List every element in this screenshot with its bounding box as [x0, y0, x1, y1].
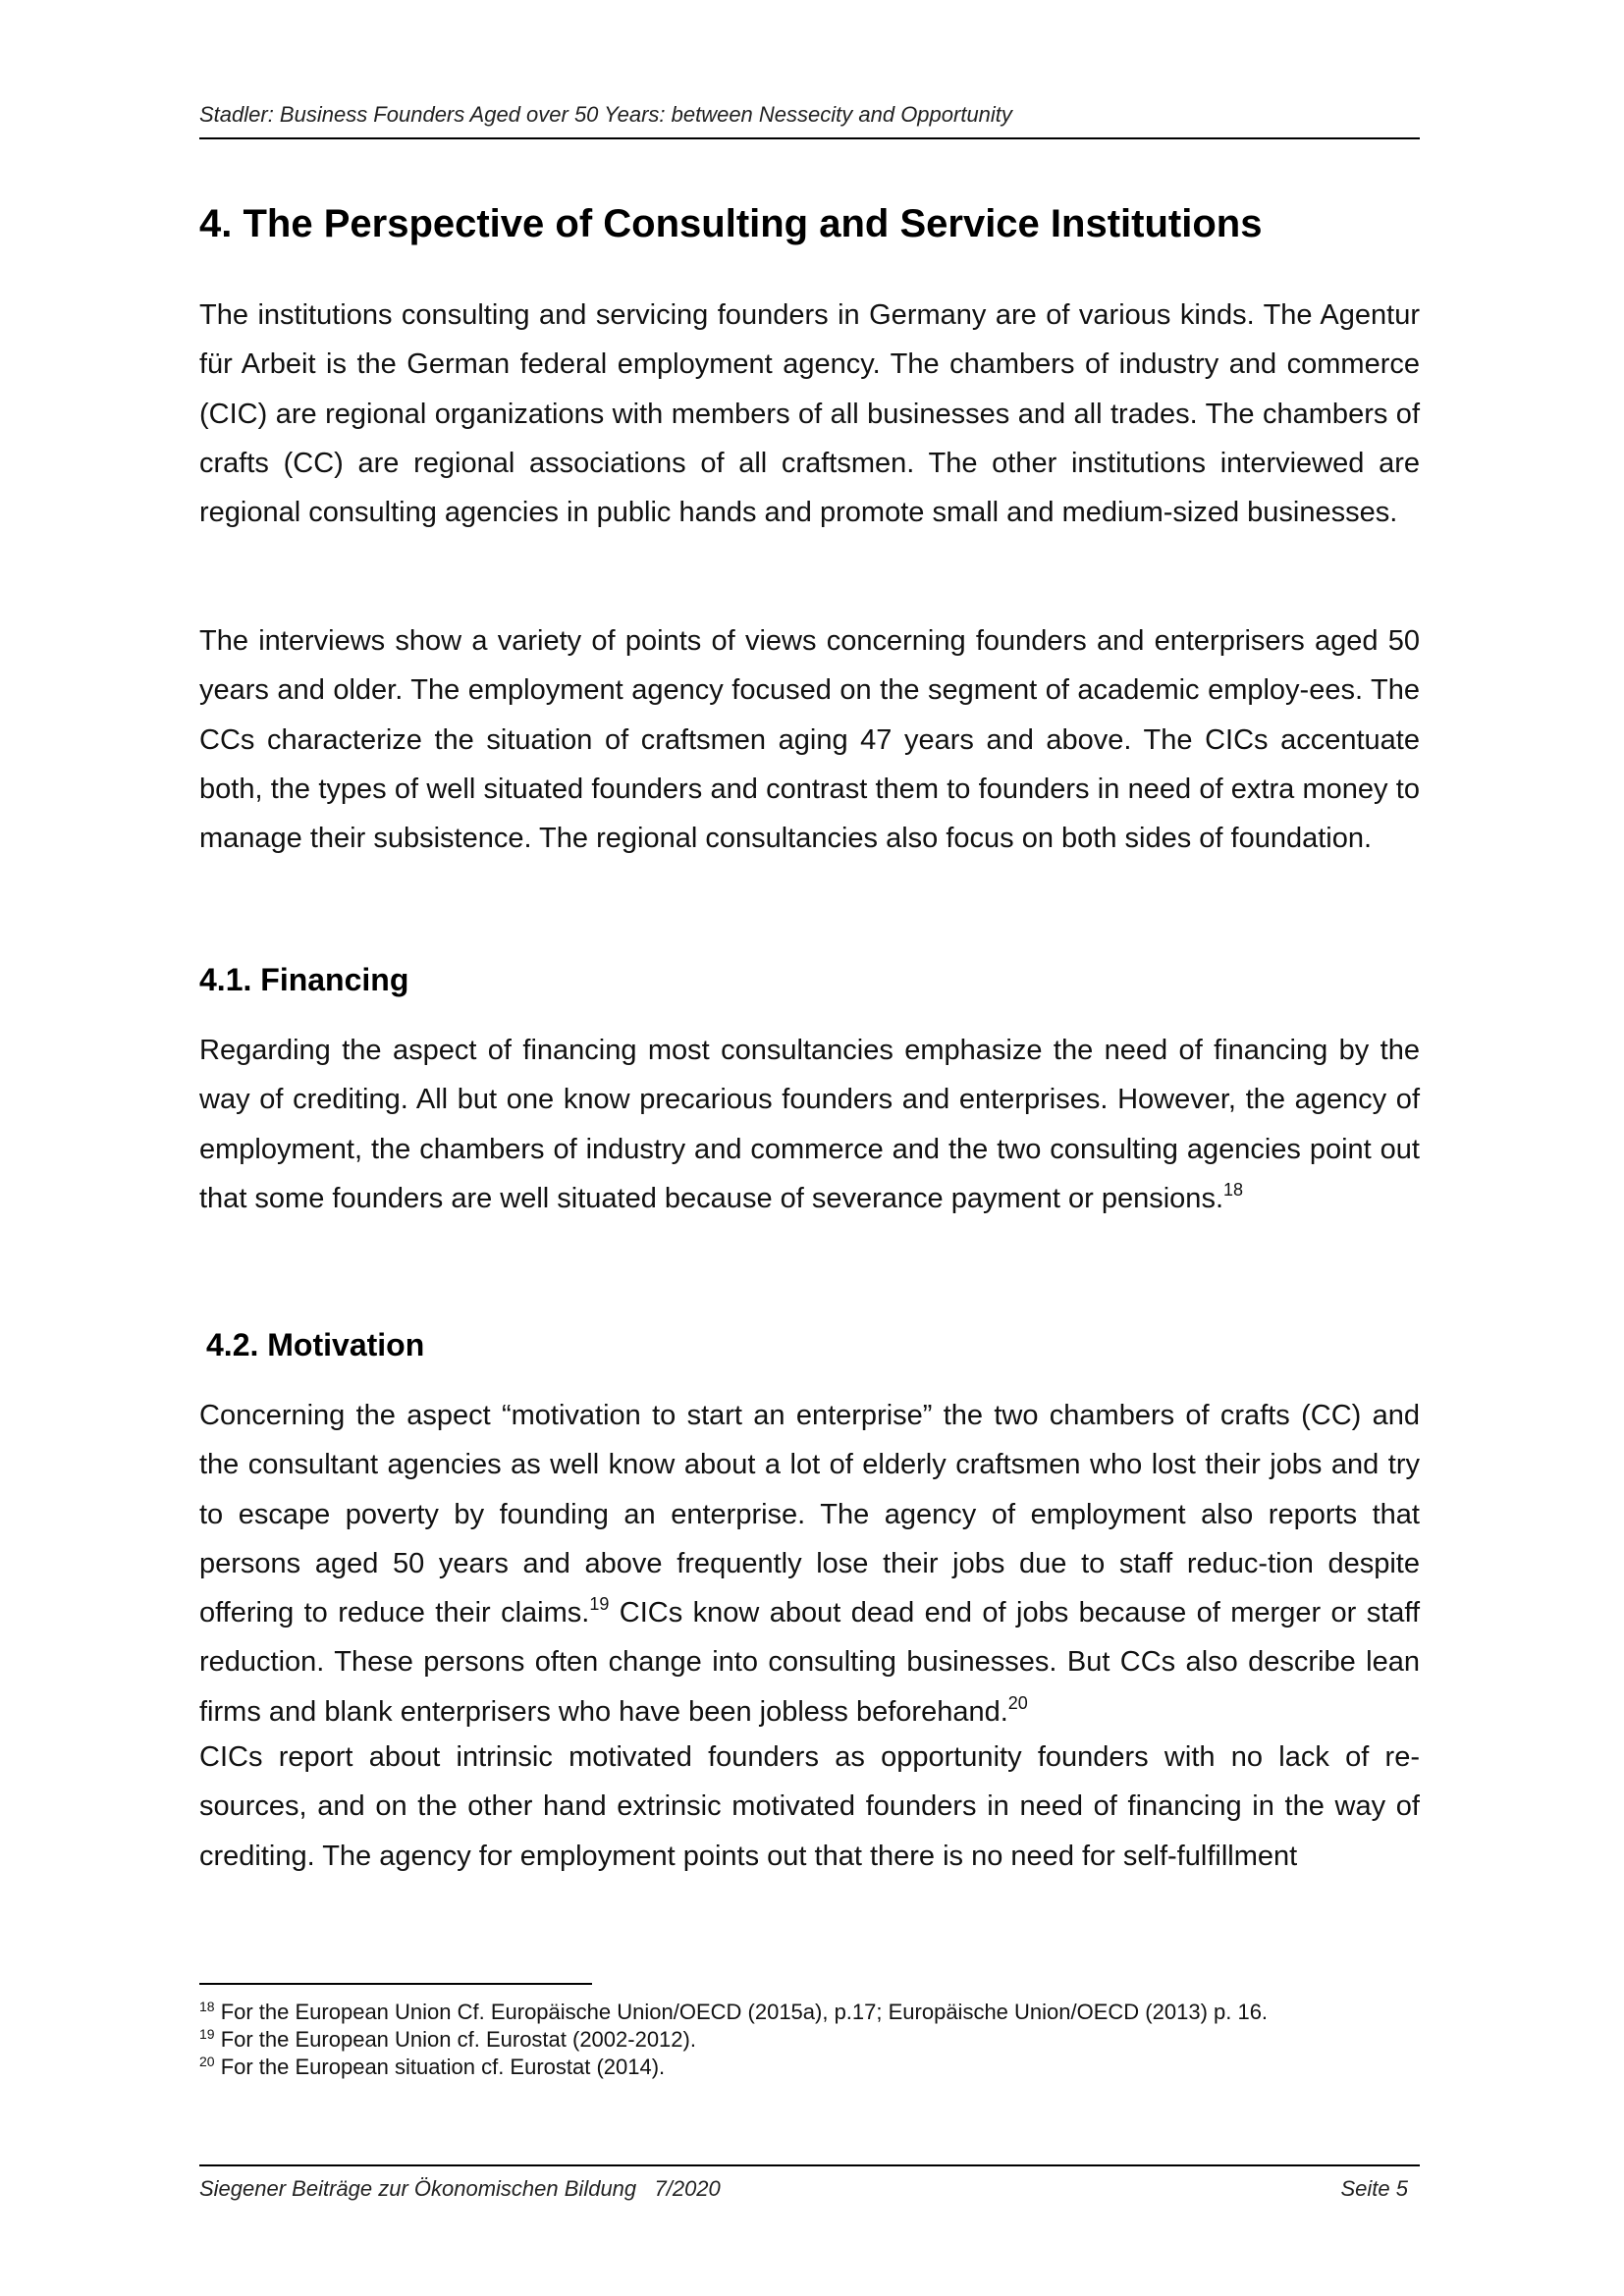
footnote-18: $^{18}$ For the European Union Cf. Europäische Union/OECD (2015a), p.17; Europäische Union/OECD (2013) p. 16. [199, 1999, 1269, 2024]
subsection-title-financing: 4.1. Financing [199, 962, 409, 997]
footnote-separator [199, 1983, 592, 1985]
page-footer [199, 2164, 1420, 2201]
intro-paragraph-1: The institutions consulting and servicing founders in Germany are of various kinds. The Agentur für Arbeit is the German federal employment agency. The chambers of industry and commerce (CIC) are regional organizations with members of all businesses and all trades. The chambers of crafts (CC) are regional associations of all craftsmen. The other institutions interviewed are regional consulting agencies in public hands and promote small and medium-sized businesses. [199, 299, 1420, 529]
financing-paragraph: Regarding the aspect of financing most consultancies emphasize the need of financing by the way of crediting. All but one know precarious founders and enterprises. However, the agency of employment, the chambers of industry and commerce and the two consulting agencies point out that some founders are well situated because of severance payment or pensions.$^{18}$ [199, 1035, 1420, 1214]
footnote-19: $^{19}$ For the European Union cf. Eurostat (2002-2012). [199, 2026, 696, 2052]
footer-journal: Siegener Beiträge zur Ökonomischen Bildung 7/2020 [199, 2176, 721, 2201]
running-title: Stadler: Business Founders Aged over 50 Years: between Nessecity and Opportunity [199, 102, 1012, 127]
subsection-title-motivation: 4.2. Motivation [206, 1327, 425, 1362]
footnote-20: $^{20}$ For the European situation cf. Eurostat (2014). [199, 2054, 666, 2079]
motivation-paragraph-1: Concerning the aspect “motivation to start an enterprise” the two chambers of crafts (CC) and the consultant agencies as well know about a lot of elderly craftsmen who lost their jobs and try to escape poverty by founding an enterprise. The agency of employment also reports that persons aged 50 years and above frequently lose their jobs due to staff reduc-tion despite offering to reduce their claims.$^{19}$ CICs know about dead end of jobs because of merger or staff reduction. These persons often change into consulting businesses. But CCs also describe lean firms and blank enterprisers who have been jobless beforehand.$^{20}$ [199, 1400, 1420, 1728]
footnote-ref-20[interactable]: 20 [1007, 1692, 1028, 1713]
intro-paragraph-2: The interviews show a variety of points of views concerning founders and enterprisers aged 50 years and older. The employment agency focused on the segment of academic employ-ees. The CCs characterize the situation of craftsmen aging 47 years and above. The CICs accentuate both, the types of well situated founders and contrast them to founders in need of extra money to manage their subsistence. The regional consultancies also focus on both sides of foundation. [199, 625, 1420, 855]
footnote-ref-19[interactable]: 19 [589, 1594, 610, 1615]
section-title: 4. The Perspective of Consulting and Service Institutions [199, 202, 1263, 245]
footnote-ref-18[interactable]: 18 [1223, 1179, 1244, 1200]
page-number: Seite 5 [1340, 2176, 1408, 2201]
motivation-paragraph-2: CICs report about intrinsic motivated founders as opportunity founders with no lack of re-sources, and on the other hand extrinsic motivated founders in need of financing in the way of crediting. The agency for employment points out that there is no need for self-fulfillment [199, 1741, 1420, 1872]
running-header [199, 98, 1420, 139]
